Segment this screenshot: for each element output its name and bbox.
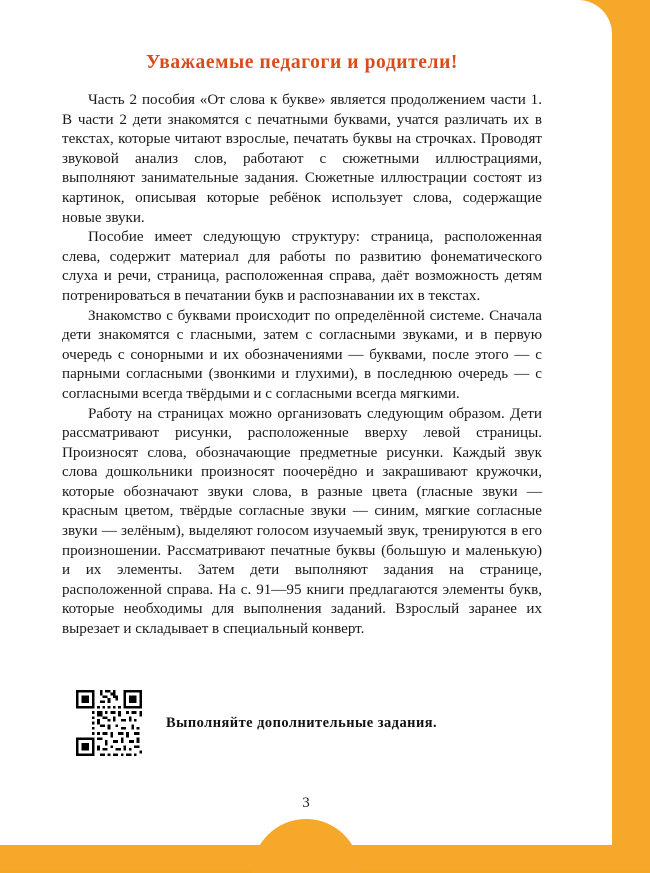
qr-code-icon[interactable] (76, 690, 142, 756)
bottom-band-decoration (0, 845, 612, 869)
paragraph: Пособие имеет следующую структуру: страница, расположенная слева, содержит материал для работы по развитию фонематического слуха и речи, страница, расположенная справа, даёт возможность детям потренироваться в печатании букв и распознавании их в текстах. (62, 229, 542, 304)
paragraph: Знакомство с буквами происходит по определённой системе. Сначала дети знакомятся с гласными, затем с согласными звуками, и в первую очередь с сонорными и их обозначениями — буквами, после этого — с парными согласными (звонкими и глухими), в последнюю очередь — с согласными всегда твёрдыми и с согласными всегда мягкими. (62, 307, 542, 402)
page-number: 3 (302, 795, 310, 811)
page-title: Уважаемые педагоги и родители! (145, 52, 459, 73)
paragraph: Часть 2 пособия «От слова к букве» является продолжением части 1. В части 2 дети знакомятся с печатными буквами, учатся различать их в текстах, которые читают взрослые, печатать буквы на строчках. Проводят звуковой анализ слов, работают с сюжетными иллюстрациями, выполняют занимательные задания. Сюжетные иллюстрации состоят из картинок, описывая которые ребёнок использует слова, содержащие новые звуки. (62, 92, 542, 226)
page-footer (0, 795, 612, 812)
qr-row (76, 690, 536, 756)
paragraph: Работу на страницах можно организовать следующим образом. Дети рассматривают рисунки, расположенные вверху левой страницы. Произносят слова, обозначающие предметные рисунки. Каждый звук слова дошкольники произносят поочерёдно и закрашивают кружочки, которые обозначают звуки слова, в разные цвета (гласные звуки — красным цветом, твёрдые согласные звуки — синим, мягкие согласные звуки — зелёным), выделяют голосом изучаемый звук, тренируются в его произношении. Рассматривают печатные буквы (большую и маленькую) и их элементы. Затем дети выполняют задания на странице, расположенной справа. На с. 91—95 книги предлагаются элементы букв, которые необходимы для выполнения заданий. Взрослый заранее их вырезает и складывает в специальный конверт. (62, 405, 542, 638)
page-content (62, 52, 542, 640)
qr-caption: Выполняйте дополнительные задания. (166, 714, 438, 731)
